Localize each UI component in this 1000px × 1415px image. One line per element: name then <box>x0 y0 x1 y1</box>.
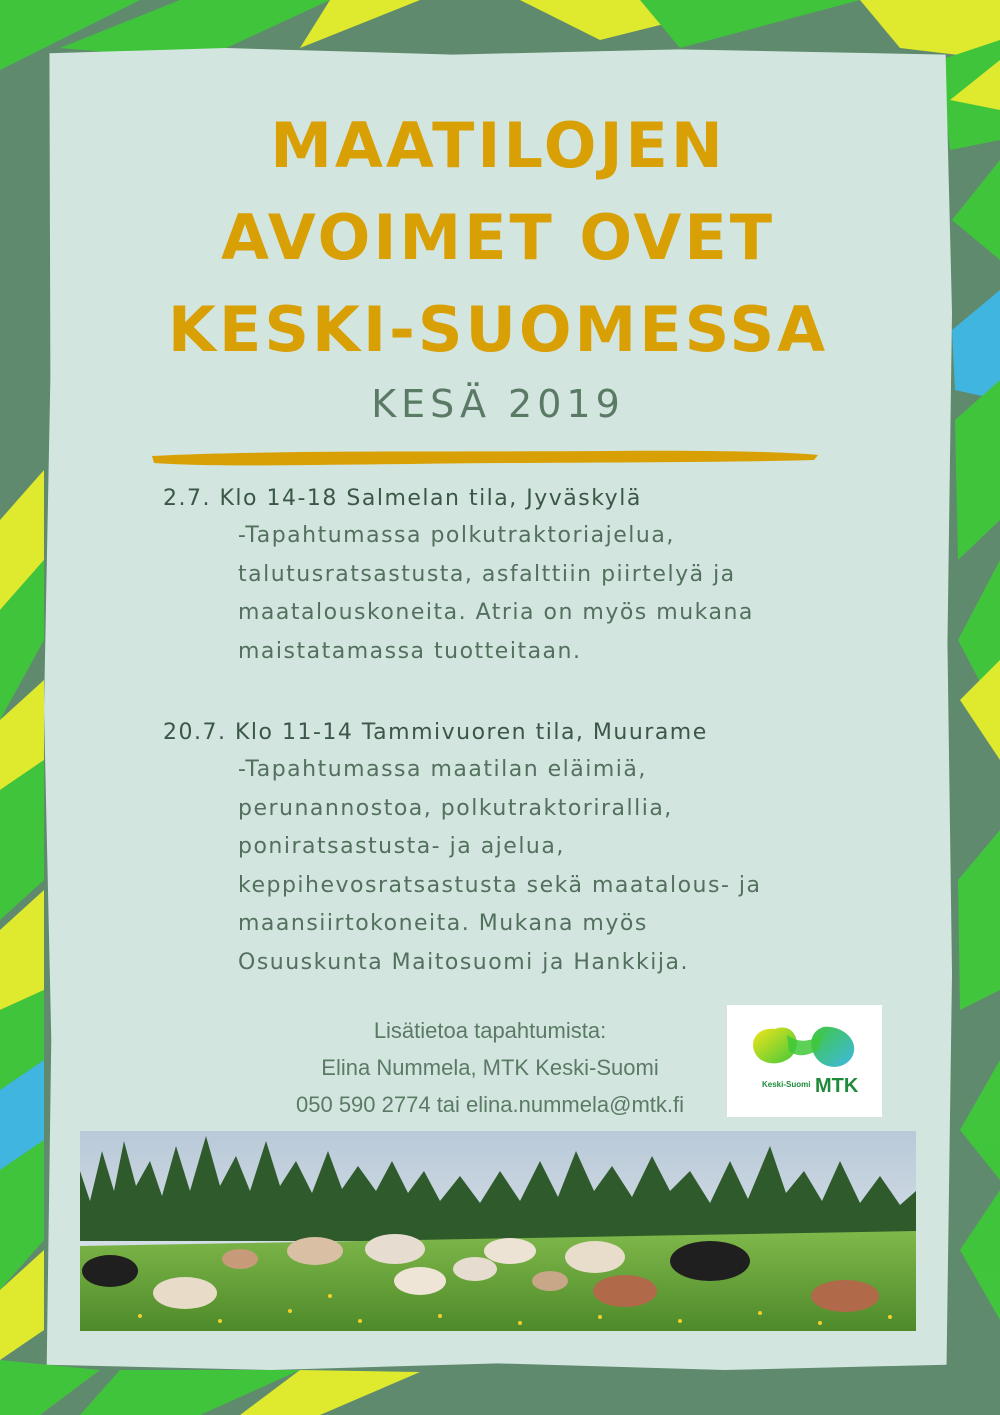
event-item-tammivuori <box>163 715 761 982</box>
season-subtitle: KESÄ 2019 <box>371 382 625 426</box>
event-item-salmela <box>163 481 754 671</box>
mtk-infinity-logo-icon <box>727 1005 882 1117</box>
title-line-1: MAATILOJEN <box>270 109 726 182</box>
event-description: -Tapahtumassa polkutraktoriajelua, talutusratsastusta, asfalttiin piirtelyä ja maatalouskoneita. Atria on myös mukana maistatamassa tuotteitaan. <box>238 523 754 664</box>
contact-phone-email: 050 590 2774 tai elina.nummela@mtk.fi <box>296 1092 684 1117</box>
title-line-2: AVOIMET OVET <box>220 201 776 274</box>
contact-person: Elina Nummela, MTK Keski-Suomi <box>321 1055 659 1080</box>
cattle-pasture-photo <box>80 1131 916 1331</box>
logo-brand-text: MTK <box>815 1075 859 1097</box>
event-description: -Tapahtumassa maatilan eläimiä, perunannostoa, polkutraktorirallia, poniratsastusta- ja ajelua, keppihevosratsastusta sekä maatalous- ja maansiirtokoneita. Mukana myös Osuuskunta Maitosuomi ja Hankkija. <box>238 757 762 975</box>
page-title <box>44 100 952 376</box>
contact-label: Lisätietoa tapahtumista: <box>373 1018 607 1043</box>
photo-illustration <box>80 1131 916 1331</box>
title-line-3: KESKI-SUOMESSA <box>167 293 829 366</box>
logo-region-text: Keski-Suomi <box>762 1080 811 1089</box>
brush-underline-divider <box>150 446 820 470</box>
mtk-logo <box>727 1005 882 1117</box>
contact-info <box>240 1012 740 1123</box>
event-heading: 2.7. Klo 14-18 Salmelan tila, Jyväskylä <box>163 486 642 511</box>
event-heading: 20.7. Klo 11-14 Tammivuoren tila, Muurame <box>163 720 708 745</box>
